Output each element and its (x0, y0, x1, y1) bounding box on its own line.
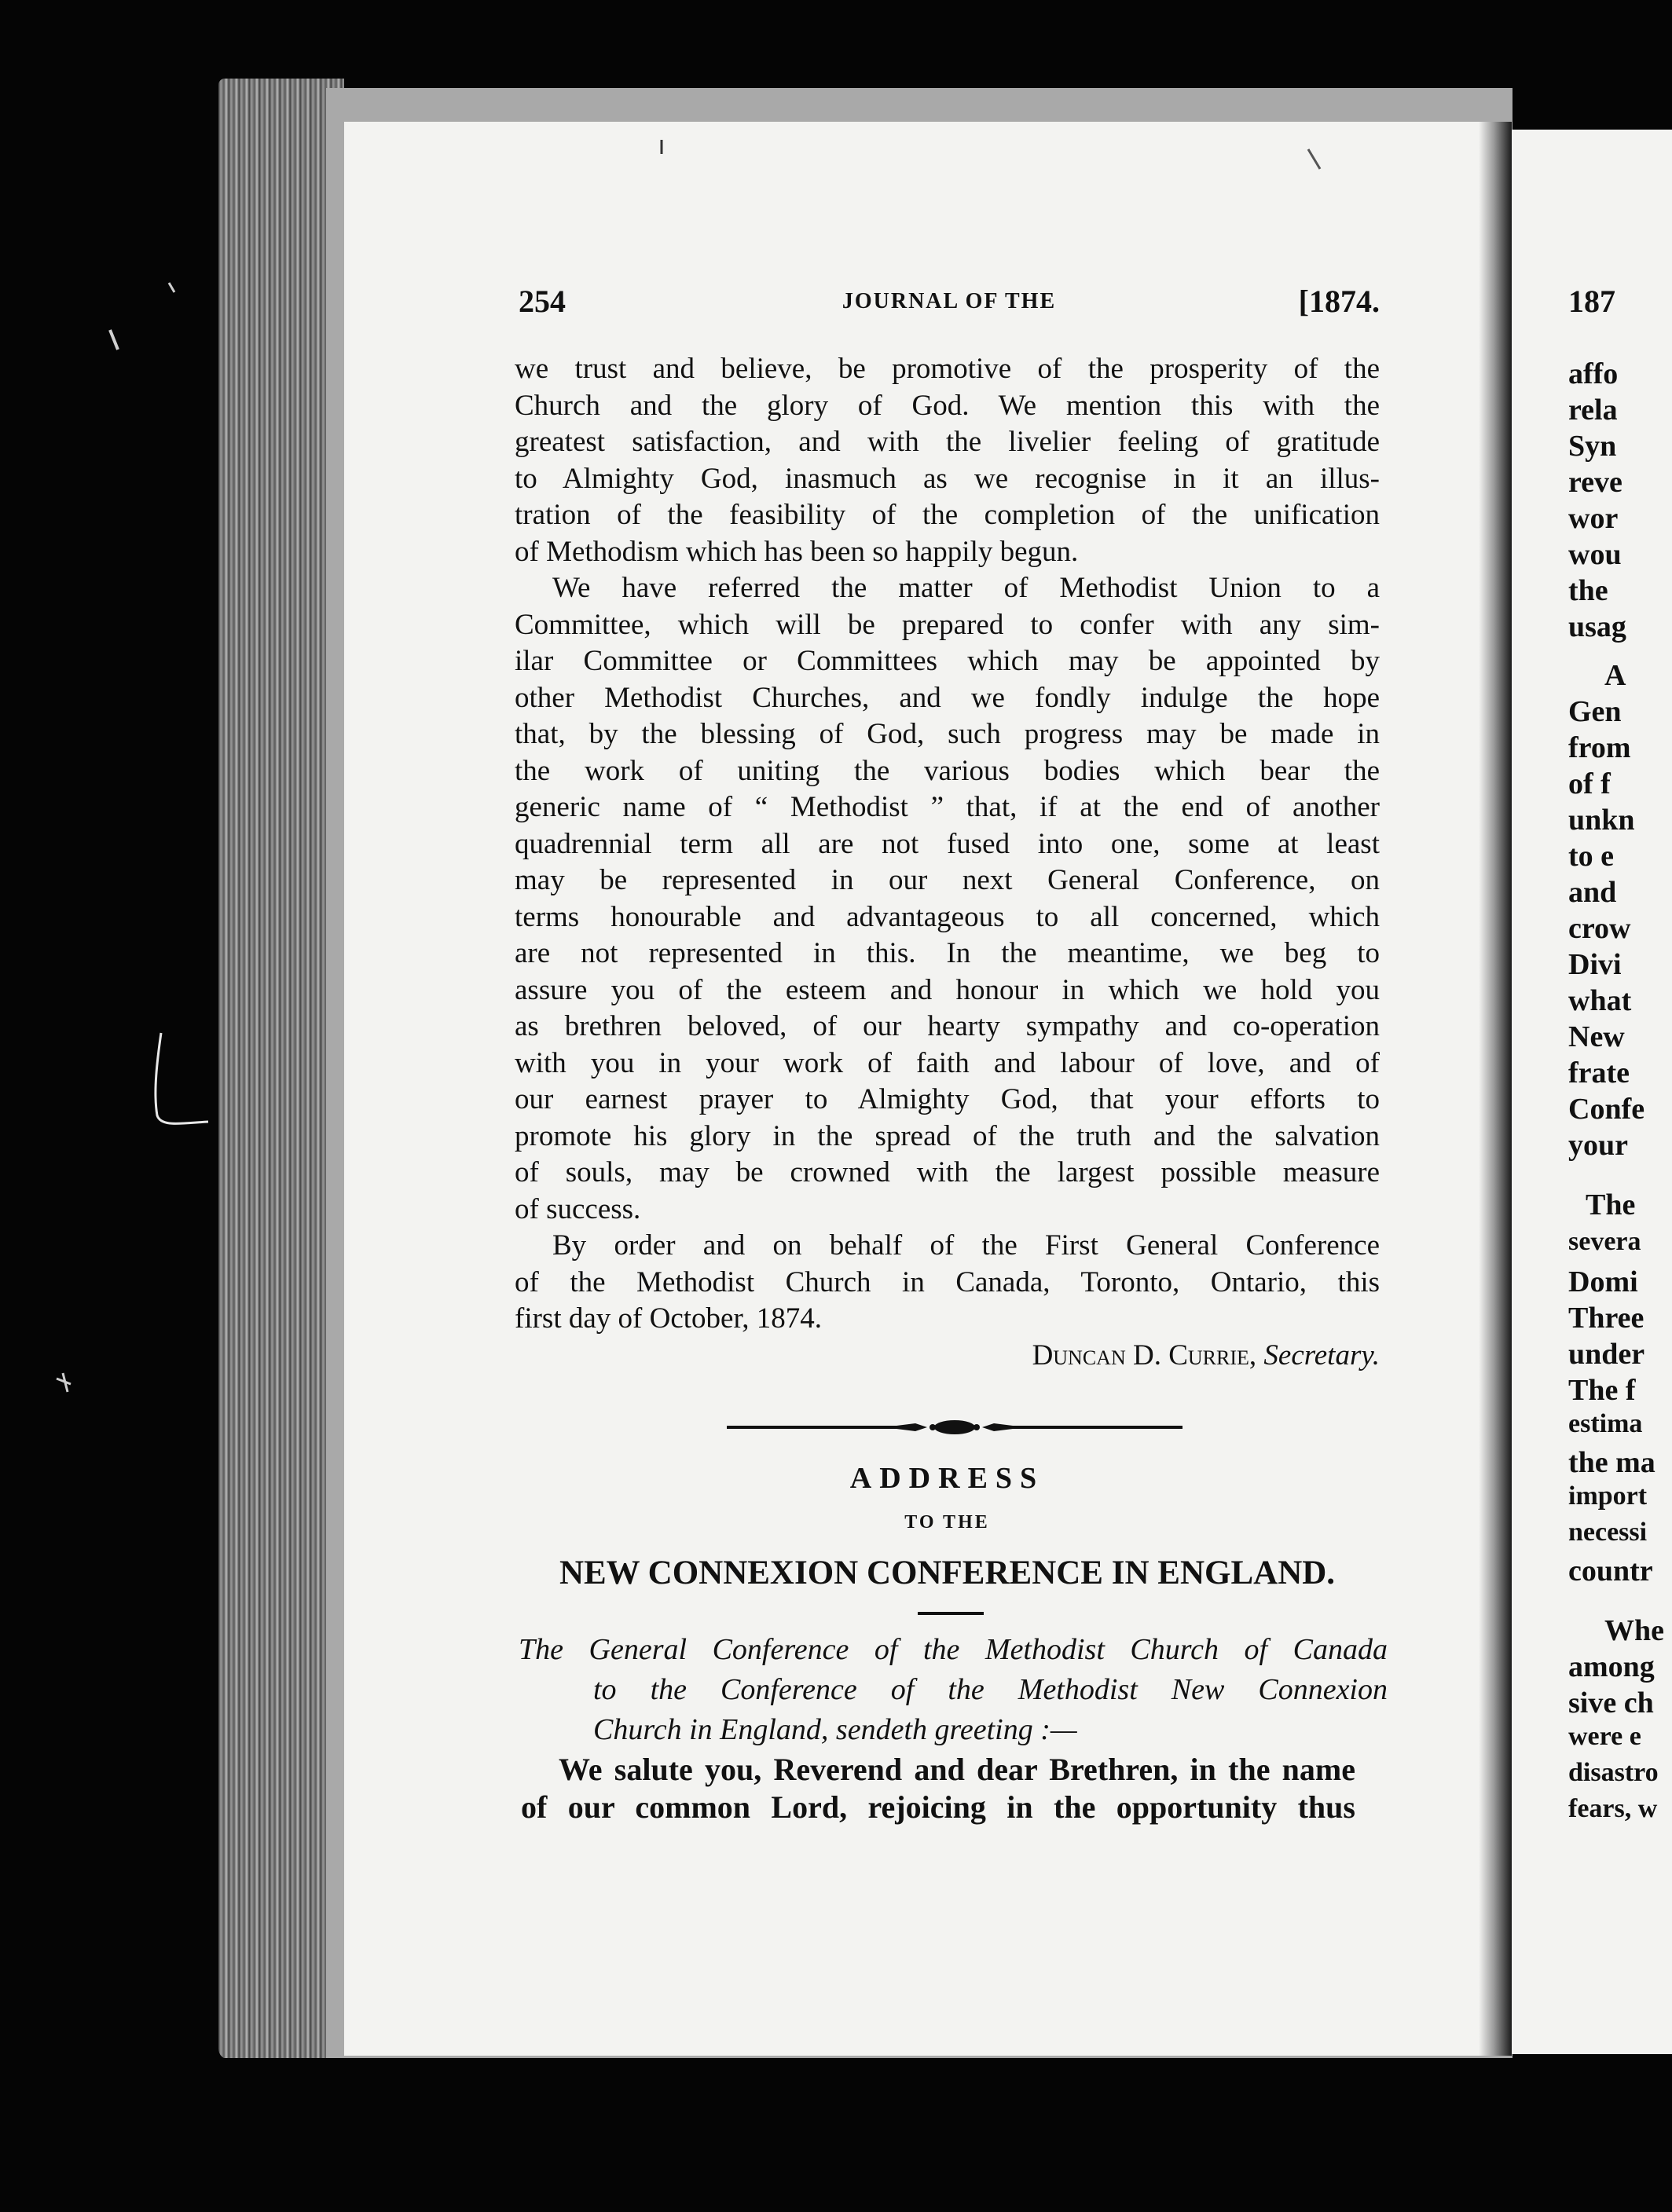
text-line: may be represented in our next General Conference, on (515, 864, 1380, 896)
right-fragment: the ma (1568, 1446, 1656, 1479)
text-line: of the Methodist Church in Canada, Toronto, Ontario, this (515, 1265, 1380, 1298)
right-page-number: 187 (1568, 284, 1615, 319)
right-fragment: wou (1568, 538, 1622, 571)
text-line: as brethren beloved, of our hearty sympathy and co-operation (515, 1010, 1380, 1042)
right-fragment: from (1568, 731, 1631, 764)
right-fragment: necessi (1568, 1518, 1648, 1547)
right-fragment: your (1568, 1129, 1628, 1162)
text-line: tration of the feasibility of the completion of the unification (515, 499, 1380, 531)
right-fragment: rela (1568, 394, 1618, 427)
text-line: quadrennial term all are not fused into one, some at least (515, 827, 1380, 860)
right-fragment: Domi (1568, 1265, 1638, 1298)
right-fragment: The f (1568, 1374, 1636, 1407)
greeting-line: The General Conference of the Methodist Church of Canada (519, 1633, 1388, 1666)
address-recipient: NEW CONNEXION CONFERENCE IN ENGLAND. (559, 1555, 1336, 1591)
right-fragment: estima (1568, 1409, 1643, 1438)
right-fragment: wor (1568, 502, 1619, 535)
right-fragment: disastro (1568, 1758, 1659, 1787)
right-fragment: severa (1568, 1227, 1641, 1256)
text-line: other Methodist Churches, and we fondly indulge the hope (515, 681, 1380, 714)
address-heading: ADDRESS (849, 1462, 1045, 1495)
right-fragment: Syn (1568, 430, 1617, 463)
right-fragment: unkn (1568, 804, 1635, 837)
text-line: of Methodism which has been so happily begun. (515, 535, 1079, 568)
greeting-line: Church in England, sendeth greeting :— (593, 1713, 1077, 1746)
right-fragment: A (1604, 659, 1626, 692)
text-line: of souls, may be crowned with the largest possible measure (515, 1156, 1380, 1188)
right-fragment: crow (1568, 912, 1631, 945)
right-fragment: affo (1568, 357, 1619, 390)
text-line: We have referred the matter of Methodist Union to a (552, 572, 1380, 604)
text-line: Committee, which will be prepared to confer with any sim- (515, 608, 1380, 641)
text-line: terms honourable and advantageous to all concerned, which (515, 900, 1380, 933)
right-fragment: usag (1568, 610, 1626, 643)
right-fragment: Three (1568, 1302, 1644, 1335)
header-year: [1874. (1298, 284, 1380, 319)
text-line: of success. (515, 1192, 641, 1225)
page-number: 254 (519, 284, 566, 319)
right-fragment: sive ch (1568, 1686, 1654, 1719)
salutation-line: of our common Lord, rejoicing in the opportunity thus (521, 1789, 1355, 1825)
right-fragment: among (1568, 1650, 1655, 1683)
salutation-line: We salute you, Reverend and dear Brethren, in the name (559, 1752, 1355, 1787)
right-fragment: and (1568, 876, 1617, 909)
right-fragment: reve (1568, 466, 1622, 499)
right-fragment: the (1568, 574, 1608, 607)
right-fragment: were e (1568, 1722, 1641, 1751)
text-line: greatest satisfaction, and with the livelier feeling of gratitude (515, 426, 1380, 458)
right-fragment: what (1568, 984, 1632, 1017)
greeting-line: to the Conference of the Methodist New Connexion (593, 1673, 1388, 1706)
text-line: are not represented in this. In the meantime, we beg to (515, 937, 1380, 969)
text-line: our earnest prayer to Almighty God, that your efforts to (515, 1083, 1380, 1115)
text-line: that, by the blessing of God, such progress may be made in (515, 718, 1380, 750)
text-line: Church and the glory of God. We mention this with the (515, 389, 1380, 422)
text-line: we trust and believe, be promotive of the prosperity of the (515, 353, 1380, 385)
text-line: to Almighty God, inasmuch as we recognise in it an illus- (515, 462, 1380, 495)
right-fragment: fears, w (1568, 1794, 1658, 1823)
right-fragment: Whe (1604, 1614, 1664, 1647)
text-line: the work of uniting the various bodies which bear the (515, 754, 1380, 787)
right-fragment: The (1586, 1188, 1636, 1221)
right-fragment: New (1568, 1020, 1625, 1053)
signature-title: Secretary. (1263, 1339, 1380, 1372)
text-line: assure you of the esteem and honour in which we hold you (515, 973, 1380, 1006)
right-fragment: frate (1568, 1057, 1630, 1090)
text-line: promote his glory in the spread of the truth and the salvation (515, 1119, 1380, 1152)
signature-name: Duncan D. Currie, (1032, 1339, 1257, 1372)
text-line: first day of October, 1874. (515, 1302, 823, 1335)
right-fragment: Confe (1568, 1093, 1645, 1126)
address-to-the: TO THE (904, 1512, 990, 1533)
right-fragment: of f (1568, 767, 1611, 800)
right-fragment: under (1568, 1338, 1645, 1371)
right-fragment: to e (1568, 840, 1615, 873)
running-title: JOURNAL OF THE (842, 289, 1057, 313)
right-fragment: countr (1568, 1555, 1653, 1588)
text-line: ilar Committee or Committees which may be appointed by (515, 645, 1380, 677)
text-line: generic name of “ Methodist ” that, if at the end of another (515, 791, 1380, 823)
right-fragment: Gen (1568, 695, 1622, 728)
text-line: By order and on behalf of the First General Conference (552, 1229, 1380, 1262)
right-fragment: Divi (1568, 948, 1622, 981)
text-line: with you in your work of faith and labour of love, and of (515, 1046, 1380, 1079)
right-fragment: import (1568, 1481, 1648, 1511)
